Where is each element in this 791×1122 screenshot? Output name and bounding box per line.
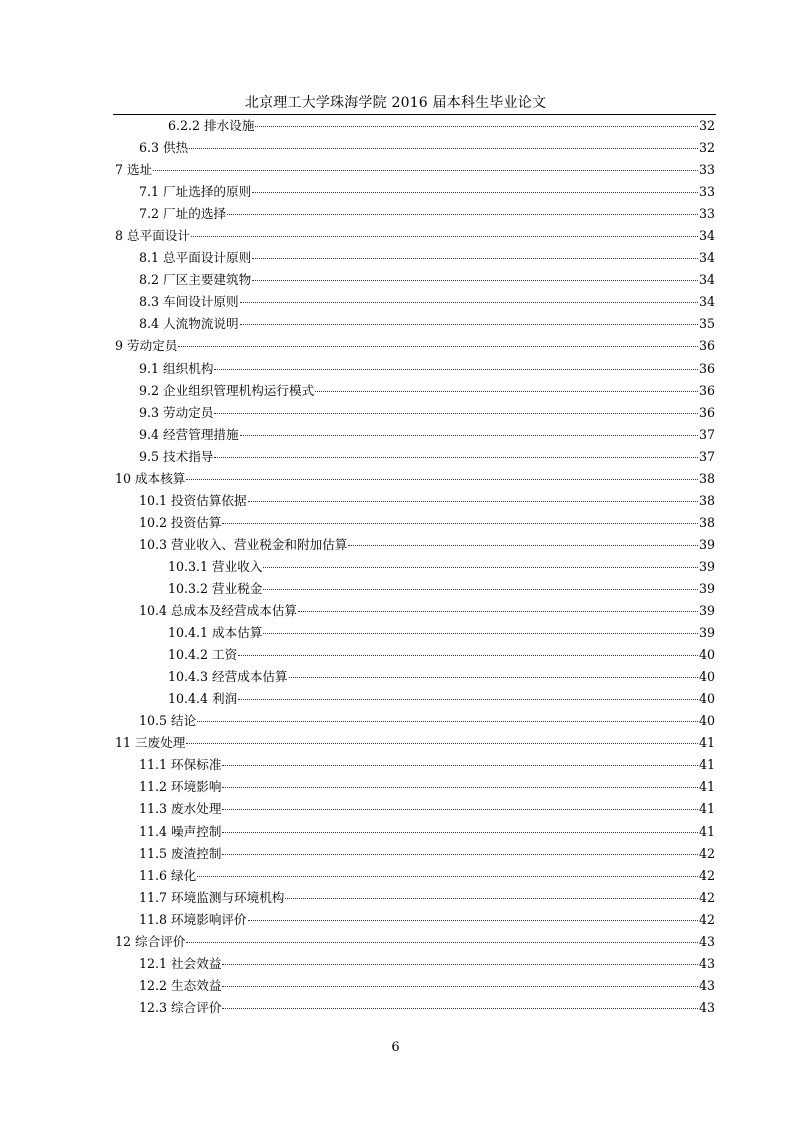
toc-dot-leader bbox=[186, 743, 698, 744]
toc-entry-page: 41 bbox=[698, 823, 715, 839]
toc-entry-title: 11.6 绿化 bbox=[139, 867, 197, 883]
toc-dot-leader bbox=[222, 809, 698, 810]
toc-dot-leader bbox=[238, 699, 698, 700]
toc-entry-page: 36 bbox=[698, 404, 715, 420]
toc-entry-title: 10.2 投资估算 bbox=[139, 514, 222, 530]
toc-dot-leader bbox=[186, 479, 698, 480]
toc-dot-leader bbox=[222, 787, 698, 788]
toc-entry[interactable] bbox=[115, 335, 715, 357]
toc-entry-page: 42 bbox=[698, 867, 715, 883]
toc-entry-title: 10.4.2 工资 bbox=[168, 647, 238, 663]
toc-entry-page: 39 bbox=[698, 580, 715, 596]
toc-dot-leader bbox=[263, 589, 698, 590]
toc-dot-leader bbox=[252, 258, 698, 259]
toc-entry-page: 36 bbox=[698, 360, 715, 376]
toc-dot-leader bbox=[263, 633, 698, 634]
toc-entry-title: 10.4.3 经营成本估算 bbox=[168, 669, 288, 685]
toc-dot-leader bbox=[248, 501, 698, 502]
toc-dot-leader bbox=[315, 391, 698, 392]
toc-dot-leader bbox=[222, 832, 698, 833]
toc-entry-title: 9 劳动定员 bbox=[115, 338, 178, 354]
toc-entry[interactable] bbox=[115, 556, 715, 578]
toc-entry-title: 10.4.4 利润 bbox=[168, 691, 238, 707]
toc-entry-page: 36 bbox=[698, 382, 715, 398]
toc-entry-page: 33 bbox=[698, 206, 715, 222]
toc-entry[interactable] bbox=[115, 115, 715, 137]
toc-dot-leader bbox=[197, 876, 698, 877]
toc-entry-page: 32 bbox=[698, 118, 715, 133]
toc-dot-leader bbox=[227, 214, 698, 215]
toc-entry-page: 41 bbox=[698, 757, 715, 773]
toc-dot-leader bbox=[222, 854, 698, 855]
toc-entry[interactable] bbox=[115, 953, 715, 975]
toc-entry-page: 41 bbox=[698, 735, 715, 751]
toc-entry[interactable] bbox=[115, 666, 715, 688]
toc-dot-leader bbox=[240, 302, 698, 303]
toc-dot-leader bbox=[252, 192, 698, 193]
toc-entry-page: 34 bbox=[698, 294, 715, 310]
toc-entry-page: 34 bbox=[698, 228, 715, 244]
toc-dot-leader bbox=[189, 148, 698, 149]
toc-entry[interactable] bbox=[115, 688, 715, 710]
toc-entry-title: 8.3 车间设计原则 bbox=[139, 294, 239, 310]
toc-entry-title: 12.3 综合评价 bbox=[139, 999, 222, 1015]
toc-entry-title: 7.1 厂址选择的原则 bbox=[139, 184, 252, 200]
toc-dot-leader bbox=[214, 457, 698, 458]
toc-entry-page: 40 bbox=[698, 647, 715, 663]
toc-entry-page: 34 bbox=[698, 250, 715, 266]
toc-entry-title: 6.3 供热 bbox=[139, 140, 189, 156]
toc-entry-title: 9.1 组织机构 bbox=[139, 360, 214, 376]
toc-entry-page: 39 bbox=[698, 558, 715, 574]
toc-entry[interactable] bbox=[115, 225, 715, 247]
toc-entry[interactable] bbox=[115, 909, 715, 931]
toc-entry-page: 36 bbox=[698, 338, 715, 354]
toc-dot-leader bbox=[153, 170, 698, 171]
toc-entry-title: 12.2 生态效益 bbox=[139, 977, 222, 993]
toc-entry[interactable] bbox=[115, 424, 715, 446]
toc-entry[interactable] bbox=[115, 644, 715, 666]
toc-entry-page: 42 bbox=[698, 889, 715, 905]
toc-entry[interactable] bbox=[115, 468, 715, 490]
toc-entry[interactable] bbox=[115, 247, 715, 269]
toc-entry-title: 11.3 废水处理 bbox=[139, 801, 222, 817]
toc-entry-title: 10.3.1 营业收入 bbox=[168, 558, 263, 574]
toc-entry[interactable] bbox=[115, 380, 715, 402]
toc-entry-title: 6.2.2 排水设施 bbox=[168, 118, 255, 133]
toc-entry[interactable] bbox=[115, 710, 715, 732]
toc-entry-title: 11.8 环境影响评价 bbox=[139, 911, 247, 927]
toc-entry[interactable] bbox=[115, 931, 715, 953]
toc-entry[interactable] bbox=[115, 137, 715, 159]
toc-entry-title: 11 三废处理 bbox=[115, 735, 186, 751]
toc-entry[interactable] bbox=[115, 732, 715, 754]
toc-entry[interactable] bbox=[115, 358, 715, 380]
toc-entry-title: 10.4 总成本及经营成本估算 bbox=[139, 603, 297, 619]
toc-entry[interactable] bbox=[115, 402, 715, 424]
toc-entry[interactable] bbox=[115, 203, 715, 225]
toc-dot-leader bbox=[222, 964, 698, 965]
toc-entry-page: 41 bbox=[698, 801, 715, 817]
toc-entry-title: 9.5 技术指导 bbox=[139, 448, 214, 464]
toc-entry-title: 10.4.1 成本估算 bbox=[168, 625, 263, 641]
toc-entry-page: 38 bbox=[698, 514, 715, 530]
toc-entry-page: 39 bbox=[698, 536, 715, 552]
toc-entry-title: 10.5 结论 bbox=[139, 713, 197, 729]
toc-dot-leader bbox=[238, 655, 698, 656]
toc-entry-page: 42 bbox=[698, 845, 715, 861]
toc-entry-page: 38 bbox=[698, 492, 715, 508]
toc-entry-page: 39 bbox=[698, 625, 715, 641]
toc-entry[interactable] bbox=[115, 622, 715, 644]
toc-entry-title: 7.2 厂址的选择 bbox=[139, 206, 227, 222]
toc-entry-page: 38 bbox=[698, 470, 715, 486]
toc-entry-title: 8.1 总平面设计原则 bbox=[139, 250, 252, 266]
toc-dot-leader bbox=[240, 324, 698, 325]
toc-entry-page: 37 bbox=[698, 426, 715, 442]
toc-dot-leader bbox=[222, 765, 698, 766]
toc-dot-leader bbox=[263, 567, 698, 568]
toc-dot-leader bbox=[298, 611, 698, 612]
toc-entry-title: 7 选址 bbox=[115, 162, 153, 178]
toc-entry-title: 12.1 社会效益 bbox=[139, 955, 222, 971]
toc-entry-title: 10.3 营业收入、营业税金和附加估算 bbox=[139, 536, 348, 552]
toc-dot-leader bbox=[240, 435, 698, 436]
toc-entry-title: 8.4 人流物流说明 bbox=[139, 316, 239, 332]
toc-dot-leader bbox=[222, 1008, 698, 1009]
toc-entry-page: 37 bbox=[698, 448, 715, 464]
toc-entry-title: 8 总平面设计 bbox=[115, 228, 190, 244]
toc-entry-page: 41 bbox=[698, 779, 715, 795]
toc-dot-leader bbox=[197, 721, 698, 722]
toc-dot-leader bbox=[255, 126, 698, 127]
toc-dot-leader bbox=[248, 920, 698, 921]
toc-entry[interactable] bbox=[115, 490, 715, 512]
toc-entry-page: 35 bbox=[698, 316, 715, 332]
toc-entry[interactable] bbox=[115, 313, 715, 335]
toc-entry-title: 12 综合评价 bbox=[115, 933, 186, 949]
toc-dot-leader bbox=[289, 677, 698, 678]
toc-entry[interactable] bbox=[115, 821, 715, 843]
toc-entry-title: 10.1 投资估算依据 bbox=[139, 492, 247, 508]
toc-entry[interactable] bbox=[115, 887, 715, 909]
toc-entry-page: 43 bbox=[698, 933, 715, 949]
toc-dot-leader bbox=[178, 346, 698, 347]
toc-dot-leader bbox=[191, 236, 698, 237]
toc-dot-leader bbox=[222, 523, 698, 524]
toc-dot-leader bbox=[252, 280, 698, 281]
page-number: 6 bbox=[391, 1040, 400, 1055]
toc-entry-title: 11.1 环保标准 bbox=[139, 757, 222, 773]
toc-dot-leader bbox=[348, 545, 698, 546]
toc-entry-page: 33 bbox=[698, 184, 715, 200]
toc-entry[interactable] bbox=[115, 446, 715, 468]
toc-entry-page: 43 bbox=[698, 977, 715, 993]
toc-dot-leader bbox=[214, 369, 698, 370]
toc-entry-title: 11.7 环境监测与环境机构 bbox=[139, 889, 285, 905]
toc-entry[interactable] bbox=[115, 975, 715, 997]
toc-entry-title: 11.2 环境影响 bbox=[139, 779, 222, 795]
toc-dot-leader bbox=[222, 986, 698, 987]
toc-dot-leader bbox=[186, 942, 698, 943]
toc-dot-leader bbox=[214, 413, 698, 414]
toc-entry[interactable] bbox=[115, 578, 715, 600]
toc-entry-page: 40 bbox=[698, 713, 715, 729]
toc-entry-page: 33 bbox=[698, 162, 715, 178]
toc-entry-page: 32 bbox=[698, 140, 715, 156]
toc-entry-title: 9.2 企业组织管理机构运行模式 bbox=[139, 382, 315, 398]
toc-entry[interactable] bbox=[115, 843, 715, 865]
toc-entry-title: 11.5 废渣控制 bbox=[139, 845, 222, 861]
toc-entry[interactable] bbox=[115, 865, 715, 887]
toc-entry-page: 39 bbox=[698, 603, 715, 619]
toc-entry-title: 9.3 劳动定员 bbox=[139, 404, 214, 420]
table-of-contents bbox=[115, 115, 715, 1019]
toc-entry-title: 10.3.2 营业税金 bbox=[168, 580, 263, 596]
toc-entry-title: 10 成本核算 bbox=[115, 470, 186, 486]
toc-entry-page: 43 bbox=[698, 999, 715, 1015]
toc-entry-page: 40 bbox=[698, 669, 715, 685]
toc-entry-title: 11.4 噪声控制 bbox=[139, 823, 222, 839]
toc-entry-page: 34 bbox=[698, 272, 715, 288]
toc-entry[interactable] bbox=[115, 600, 715, 622]
toc-entry-title: 8.2 厂区主要建筑物 bbox=[139, 272, 252, 288]
running-header: 北京理工大学珠海学院 2016 届本科生毕业论文 bbox=[244, 95, 547, 111]
toc-entry[interactable] bbox=[115, 269, 715, 291]
toc-entry[interactable] bbox=[115, 181, 715, 203]
toc-entry[interactable] bbox=[115, 798, 715, 820]
toc-entry[interactable] bbox=[115, 534, 715, 556]
toc-entry[interactable] bbox=[115, 159, 715, 181]
toc-entry[interactable] bbox=[115, 291, 715, 313]
toc-dot-leader bbox=[285, 898, 698, 899]
toc-entry[interactable] bbox=[115, 997, 715, 1019]
toc-entry-page: 43 bbox=[698, 955, 715, 971]
toc-entry[interactable] bbox=[115, 754, 715, 776]
toc-entry-title: 9.4 经营管理措施 bbox=[139, 426, 239, 442]
toc-entry[interactable] bbox=[115, 512, 715, 534]
toc-entry[interactable] bbox=[115, 776, 715, 798]
toc-entry-page: 42 bbox=[698, 911, 715, 927]
toc-entry-page: 40 bbox=[698, 691, 715, 707]
